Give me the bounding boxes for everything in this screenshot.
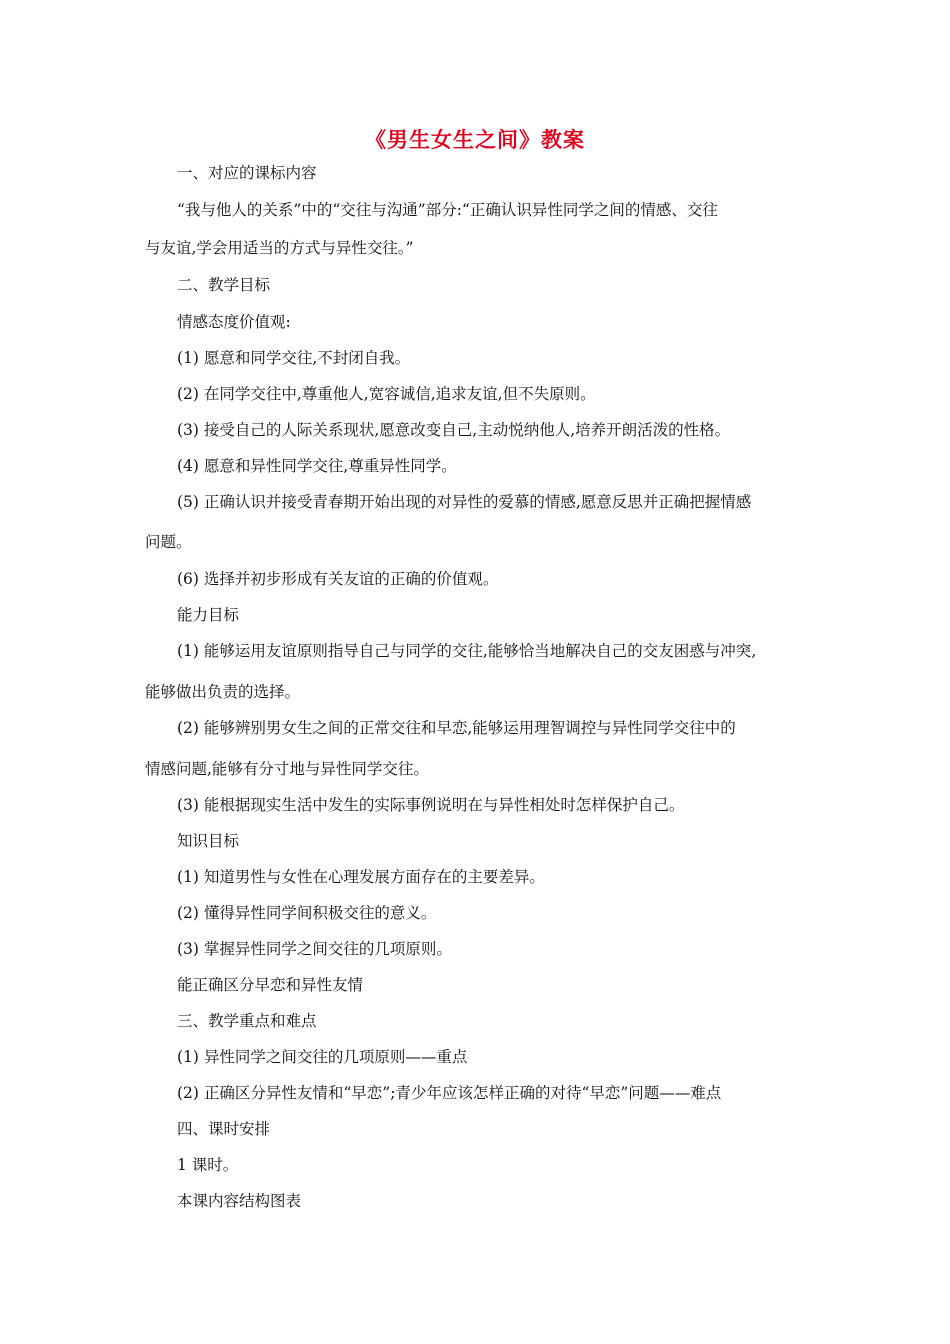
list-item: (3) 掌握异性同学之间交往的几项原则。 <box>177 940 452 958</box>
list-item: (6) 选择并初步形成有关友谊的正确的价值观。 <box>177 570 499 588</box>
paragraph-line: 能正确区分早恋和异性友情 <box>177 976 364 994</box>
list-item: (2) 在同学交往中,尊重他人,宽容诚信,追求友谊,但不失原则。 <box>177 385 596 403</box>
list-item: (1) 异性同学之间交往的几项原则——重点 <box>177 1048 468 1066</box>
paragraph-line: 1 课时。 <box>177 1156 239 1174</box>
list-item: (1) 愿意和同学交往,不封闭自我。 <box>177 349 411 367</box>
section-heading-3: 三、教学重点和难点 <box>177 1012 317 1030</box>
list-item-continued: 问题。 <box>145 533 192 551</box>
list-item: (4) 愿意和异性同学交往,尊重异性同学。 <box>177 457 457 475</box>
list-item: (1) 知道男性与女性在心理发展方面存在的主要差异。 <box>177 868 545 886</box>
section-heading-1: 一、对应的课标内容 <box>177 164 317 182</box>
document-title: 《男生女生之间》教案 <box>365 128 585 152</box>
subheading: 能力目标 <box>177 606 240 624</box>
list-item: (3) 接受自己的人际关系现状,愿意改变自己,主动悦纳他人,培养开朗活泼的性格。 <box>177 421 731 439</box>
section-heading-4: 四、课时安排 <box>177 1120 271 1138</box>
section-heading-2: 二、教学目标 <box>177 276 271 294</box>
list-item-continued: 能够做出负责的选择。 <box>145 683 301 701</box>
paragraph-line: 本课内容结构图表 <box>177 1192 302 1210</box>
paragraph-line: 与友谊,学会用适当的方式与异性交往。” <box>145 239 414 257</box>
subheading: 情感态度价值观: <box>177 313 291 331</box>
list-item: (5) 正确认识并接受青春期开始出现的对异性的爱慕的情感,愿意反思并正确把握情感 <box>177 493 752 511</box>
list-item: (2) 懂得异性同学间积极交往的意义。 <box>177 904 437 922</box>
list-item: (2) 能够辨别男女生之间的正常交往和早恋,能够运用理智调控与异性同学交往中的 <box>177 719 736 737</box>
paragraph-line: “我与他人的关系”中的“交往与沟通”部分:“正确认识异性同学之间的情感、交往 <box>177 201 718 219</box>
subheading: 知识目标 <box>177 832 240 850</box>
list-item-continued: 情感问题,能够有分寸地与异性同学交往。 <box>145 760 429 778</box>
list-item: (1) 能够运用友谊原则指导自己与同学的交往,能够恰当地解决自己的交友困惑与冲突, <box>177 642 757 660</box>
list-item: (3) 能根据现实生活中发生的实际事例说明在与异性相处时怎样保护自己。 <box>177 796 685 814</box>
list-item: (2) 正确区分异性友情和“早恋”;青少年应该怎样正确的对待“早恋”问题——难点 <box>177 1084 722 1102</box>
